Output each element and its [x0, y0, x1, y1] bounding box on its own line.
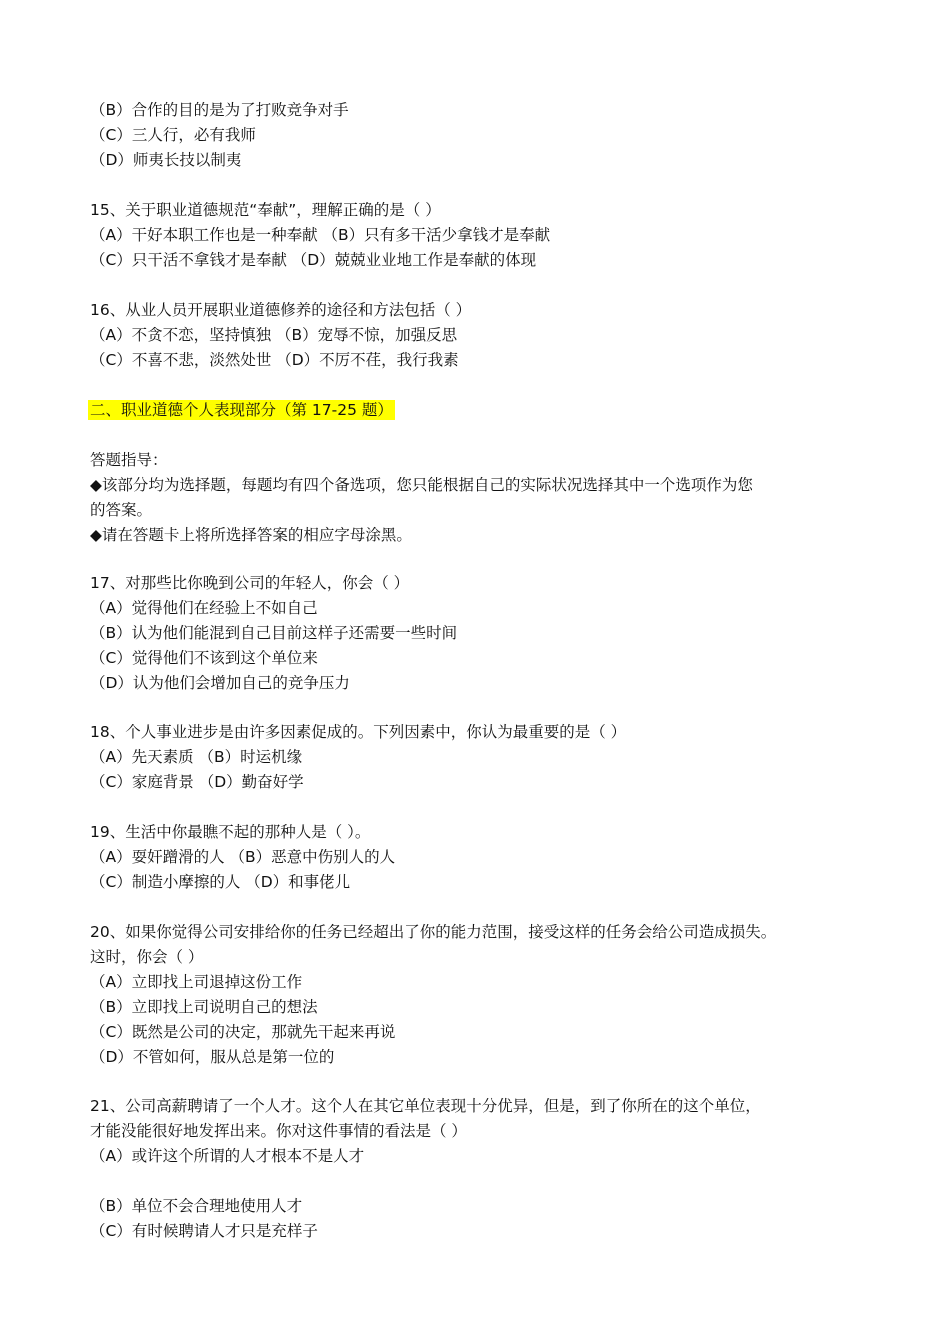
q20-option-d: （D）不管如何，服从总是第一位的	[90, 1048, 335, 1066]
q16-options-cd: （C）不喜不悲，淡然处世 （D）不厉不荏，我行我素	[90, 351, 459, 369]
guide-heading: 答题指导：	[90, 451, 168, 469]
q16-options-ab: （A）不贪不恋，坚持慎独 （B）宠辱不惊，加强反思	[90, 326, 458, 344]
q20-stem-line-2: 这时，你会（ ）	[90, 948, 204, 966]
q15-options-cd: （C）只干活不拿钱才是奉献 （D）兢兢业业地工作是奉献的体现	[90, 251, 537, 269]
q15-stem: 15、关于职业道德规范“奉献”，理解正确的是（ ）	[90, 201, 441, 219]
q17-option-a: （A）觉得他们在经验上不如自己	[90, 599, 318, 617]
q15-options-ab: （A）干好本职工作也是一种奉献 （B）只有多干活少拿钱才是奉献	[90, 226, 551, 244]
guide-line-1: ◆该部分均为选择题，每题均有四个备选项，您只能根据自己的实际状况选择其中一个选项作为您	[90, 476, 753, 494]
q14-option-d: （D）师夷长技以制夷	[90, 151, 242, 169]
q20-stem-line-1: 20、如果你觉得公司安排给你的任务已经超出了你的能力范围，接受这样的任务会给公司造成损失。	[90, 923, 777, 941]
q21-stem-line-1: 21、公司高薪聘请了一个人才。这个人在其它单位表现十分优异，但是，到了你所在的这个单位，	[90, 1097, 761, 1115]
q17-stem: 17、对那些比你晚到公司的年轻人，你会（ ）	[90, 574, 410, 592]
q19-stem: 19、生活中你最瞧不起的那种人是（ ）。	[90, 823, 371, 841]
q20-option-b: （B）立即找上司说明自己的想法	[90, 998, 318, 1016]
q17-option-b: （B）认为他们能混到自己目前这样子还需要一些时间	[90, 624, 458, 642]
guide-line-1-cont: 的答案。	[90, 501, 153, 519]
q21-stem-line-2: 才能没能很好地发挥出来。你对这件事情的看法是（ ）	[90, 1122, 467, 1140]
q17-option-d: （D）认为他们会增加自己的竞争压力	[90, 674, 350, 692]
q21-option-c: （C）有时候聘请人才只是充样子	[90, 1222, 318, 1240]
q20-option-c: （C）既然是公司的决定，那就先干起来再说	[90, 1023, 396, 1041]
q18-stem: 18、个人事业进步是由许多因素促成的。下列因素中，你认为最重要的是（ ）	[90, 723, 627, 741]
q19-options-cd: （C）制造小摩擦的人 （D）和事佬儿	[90, 873, 351, 891]
q21-option-b: （B）单位不会合理地使用人才	[90, 1197, 303, 1215]
q14-option-c: （C）三人行，必有我师	[90, 126, 256, 144]
q16-stem: 16、从业人员开展职业道德修养的途径和方法包括（ ）	[90, 301, 472, 319]
q20-option-a: （A）立即找上司退掉这份工作	[90, 973, 303, 991]
q18-options-ab: （A）先天素质 （B）时运机缘	[90, 748, 303, 766]
q14-option-b: （B）合作的目的是为了打败竞争对手	[90, 101, 349, 119]
q18-options-cd: （C）家庭背景 （D）勤奋好学	[90, 773, 304, 791]
q19-options-ab: （A）耍奸蹭滑的人 （B）恶意中伤别人的人	[90, 848, 396, 866]
guide-line-2: ◆请在答题卡上将所选择答案的相应字母涂黑。	[90, 526, 412, 544]
section-title-highlight: 二、职业道德个人表现部分（第 17-25 题）	[90, 401, 393, 419]
section-title	[90, 400, 870, 420]
q21-option-a: （A）或许这个所谓的人才根本不是人才	[90, 1147, 365, 1165]
q17-option-c: （C）觉得他们不该到这个单位来	[90, 649, 318, 667]
